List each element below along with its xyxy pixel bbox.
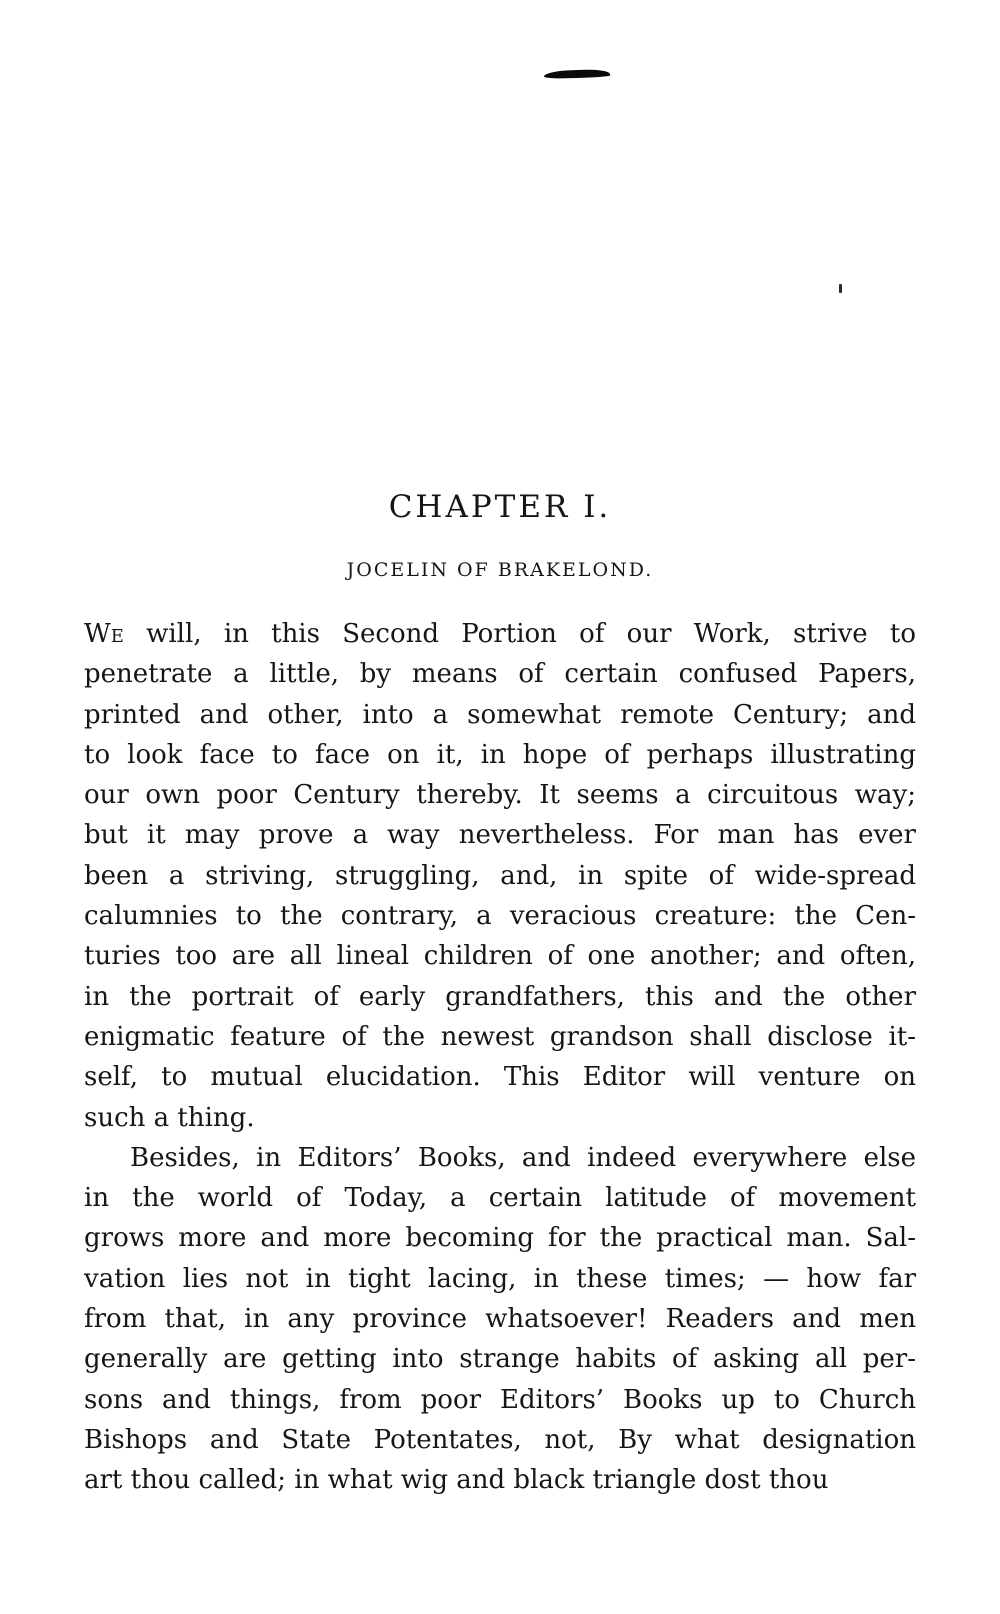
text-line: calumnies to the contrary, a veracious creature: the Cen- (84, 901, 916, 932)
text-line: from that, in any province whatsoever! Readers and men (84, 1304, 916, 1335)
text-line: printed and other, into a somewhat remote Century; and (84, 699, 916, 730)
text-line: generally are getting into strange habits of asking all per- (84, 1344, 916, 1375)
text-line: self, to mutual elucidation. This Editor will venture on (84, 1062, 916, 1093)
text-line: grows more and more becoming for the practical man. Sal- (84, 1223, 916, 1254)
text-line: in the portrait of early grandfathers, this and the other (84, 981, 916, 1012)
text-line: such a thing. (84, 1102, 255, 1133)
paragraph (84, 1138, 916, 1501)
text-line: Besides, in Editors’ Books, and indeed everywhere else (130, 1142, 916, 1173)
text-line: art thou called; in what wig and black triangle dost thou (84, 1465, 829, 1496)
text-line: turies too are all lineal children of one another; and often, (84, 941, 916, 972)
text-line: our own poor Century thereby. It seems a circuitous way; (84, 780, 916, 811)
text-line: enigmatic feature of the newest grandson shall disclose it- (84, 1021, 916, 1052)
page-body (84, 614, 916, 1501)
scan-speck (839, 284, 842, 293)
text-line: in the world of Today, a certain latitude of movement (84, 1183, 916, 1214)
chapter-subtitle: JOCELIN OF BRAKELOND. (346, 559, 654, 581)
text-line: sons and things, from poor Editors’ Books up to Church (84, 1384, 916, 1415)
chapter-title: CHAPTER I. (388, 489, 612, 525)
text-line: but it may prove a way nevertheless. For man has ever (84, 820, 916, 851)
small-caps-lead: We (84, 619, 124, 649)
paragraph (84, 614, 916, 1138)
text-line: vation lies not in tight lacing, in these times; — how far (84, 1263, 916, 1294)
text-line: Bishops and State Potentates, not, By what designation (84, 1424, 916, 1455)
text-line: been a striving, struggling, and, in spite of wide-spread (84, 860, 916, 891)
text-line: penetrate a little, by means of certain confused Papers, (84, 659, 916, 690)
text-line: We will, in this Second Portion of our Work, strive to (84, 619, 916, 649)
text-line: to look face to face on it, in hope of perhaps illustrating (84, 739, 916, 770)
